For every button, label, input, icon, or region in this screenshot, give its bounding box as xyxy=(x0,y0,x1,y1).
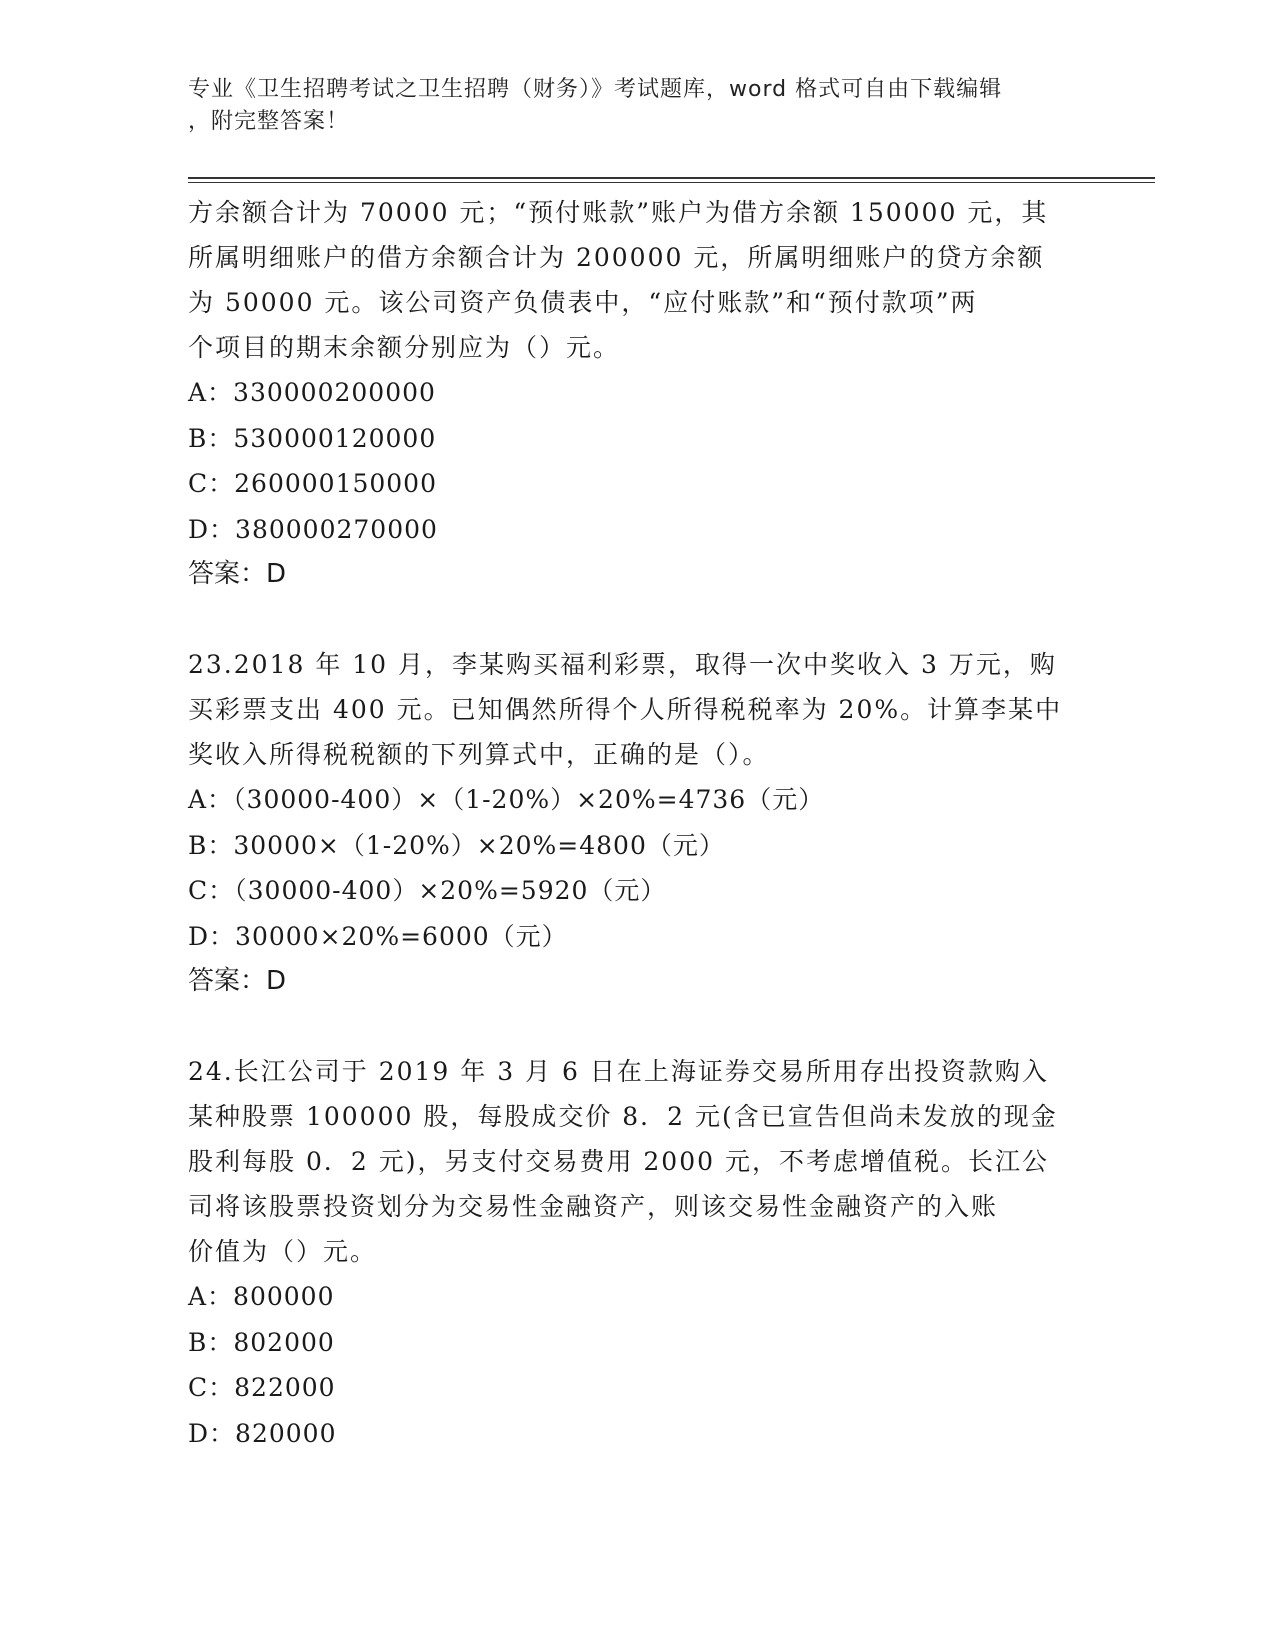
question-22 xyxy=(188,190,1088,597)
spacer xyxy=(188,1004,1088,1049)
answer-label: 答案：D xyxy=(188,966,287,996)
document-body xyxy=(188,190,1088,1456)
option-b: B：802000 xyxy=(188,1327,335,1357)
header-rule-bottom xyxy=(188,182,1155,183)
option-d: D：820000 xyxy=(188,1418,337,1448)
question-text-line: 奖收入所得税税额的下列算式中，正确的是（）。 xyxy=(188,740,770,769)
question-23 xyxy=(188,642,1088,1004)
header-rule-top xyxy=(188,177,1155,179)
option-c: C：822000 xyxy=(188,1373,336,1402)
option-b: B：530000120000 xyxy=(188,423,437,453)
question-text-line: 股利每股 0．2 元)，另支付交易费用 2000 元，不考虑增值税。长江公 xyxy=(188,1147,1049,1176)
question-text-line: 24.长江公司于 2019 年 3 月 6 日在上海证券交易所用存出投资款购入 xyxy=(188,1057,1049,1086)
option-c: C：260000150000 xyxy=(188,469,437,498)
question-24 xyxy=(188,1049,1088,1456)
question-text-line: 司将该股票投资划分为交易性金融资产，则该交易性金融资产的入账 xyxy=(188,1192,999,1221)
page-header xyxy=(188,74,1078,138)
question-text-line: 价值为（）元。 xyxy=(188,1237,378,1266)
option-b: B：30000×（1-20%）×20%=4800（元） xyxy=(188,830,725,860)
question-text-line: 为 50000 元。该公司资产负债表中，“应付账款”和“预付款项”两 xyxy=(188,288,978,317)
option-c: C：（30000-400）×20%=5920（元） xyxy=(188,876,667,905)
question-text-line: 方余额合计为 70000 元；“预付账款”账户为借方余额 150000 元，其 xyxy=(188,198,1049,227)
question-text-line: 所属明细账户的借方余额合计为 200000 元，所属明细账户的贷方余额 xyxy=(188,243,1045,272)
question-text-line: 买彩票支出 400 元。已知偶然所得个人所得税税率为 20%。计算李某中 xyxy=(188,695,1063,724)
option-d: D：380000270000 xyxy=(188,514,438,544)
header-line-2: ，附完整答案！ xyxy=(188,109,350,134)
answer-label: 答案：D xyxy=(188,559,287,589)
option-a: A：800000 xyxy=(188,1282,335,1311)
option-a: A：330000200000 xyxy=(188,378,436,407)
option-d: D：30000×20%=6000（元） xyxy=(188,921,568,951)
option-a: A：（30000-400）×（1-20%）×20%=4736（元） xyxy=(188,785,825,814)
question-text-line: 23.2018 年 10 月，李某购买福利彩票，取得一次中奖收入 3 万元，购 xyxy=(188,650,1057,679)
spacer xyxy=(188,597,1088,642)
question-text-line: 个项目的期末余额分别应为（）元。 xyxy=(188,333,621,362)
header-line-1: 专业《卫生招聘考试之卫生招聘（财务）》考试题库，word 格式可自由下载编辑 xyxy=(188,77,1003,102)
question-text-line: 某种股票 100000 股，每股成交价 8．2 元(含已宣告但尚未发放的现金 xyxy=(188,1102,1058,1131)
